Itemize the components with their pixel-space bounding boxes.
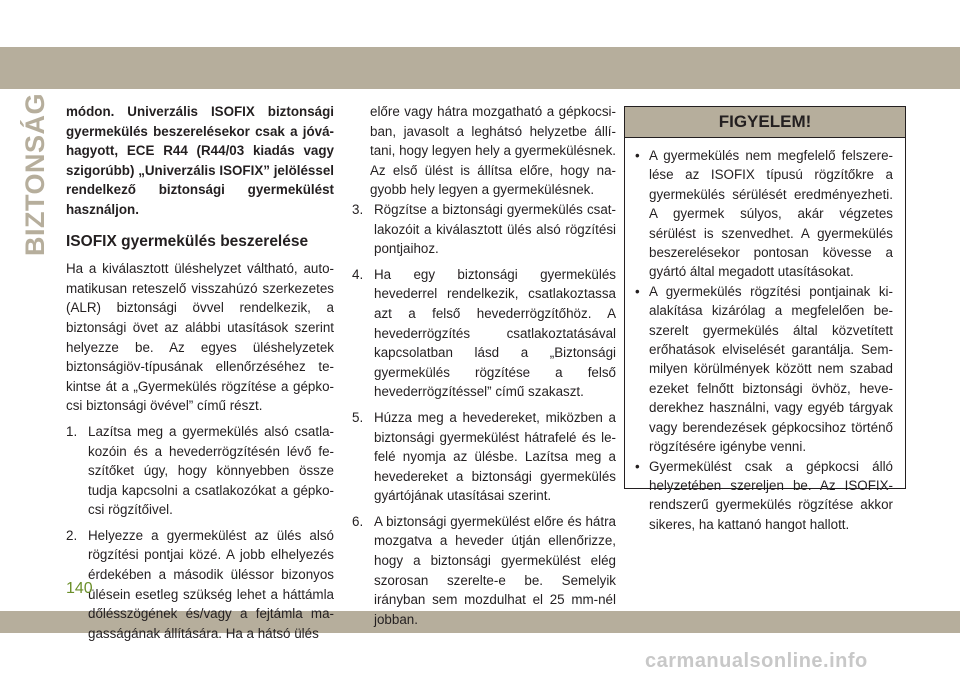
step-number: 3.: [352, 201, 364, 217]
continued-step-text: előre vagy hátra mozgatható a gépkocsiban, javasolt a leghátsó helyzetbe állítani, hogy legyen hely a gyermekülésnek. Az első ülést is állítsa előre, hogy nagyobb hely legyen a gyermekülésnek.: [370, 104, 616, 198]
step-number: 4.: [352, 266, 364, 282]
step-list: [66, 422, 334, 644]
list-item: [352, 512, 616, 630]
section-heading: ISOFIX gyermekülés beszerelése: [66, 232, 309, 250]
step-number: 2.: [66, 527, 78, 543]
warning-box: [624, 106, 906, 532]
bullet-icon: •: [635, 148, 640, 163]
page-number: 140: [66, 580, 93, 597]
watermark: carmanualsonline.info: [645, 650, 868, 672]
list-item: [635, 282, 893, 457]
list-item: [66, 422, 334, 520]
list-item: [352, 265, 616, 402]
list-item: [352, 408, 616, 506]
step-number: 6.: [352, 513, 364, 529]
list-item: [66, 526, 334, 644]
column-middle: [352, 102, 616, 629]
intro-paragraph: módon. Univerzális ISOFIX biztonsági gyermekülés beszerelésekor csak a jóváhagyott, ECE R44 (R44/03 kiadás vagy szigorúbb) „Univerzális ISOFIX” jelöléssel rendelkező biztonsági gyermekülést használjon.: [66, 104, 334, 217]
bullet-icon: •: [635, 283, 640, 299]
column-left: [66, 102, 334, 643]
list-item: [635, 457, 893, 535]
step-text: Helyezze a gyermekülést az ülés alsó rögzítési pontjai közé. A jobb elhelyezés érdekében a második üléssor bizonyos ülésein esetleg szükség lehet a háttámla dőlésszögének és/vagy a fejtámla magasságának állítására. Ha a hátsó ülés: [88, 527, 334, 641]
section-tab-label: BIZTONSÁG: [19, 92, 50, 256]
section-tab: [18, 92, 52, 256]
step-number: 5.: [352, 409, 364, 425]
warning-title: FIGYELEM!: [625, 107, 905, 138]
warning-text: A gyermekülés rögzítési pontjainak kialakítása kizárólag a megfelelően beszerelt gyermekülés által közvetített erőhatások elviselését garantálja. Semmilyen körülmények között nem szabad ezeket felnőtt biztonsági övhöz, hevederekhez használni, vagy egyéb tárgyak vagy berendezések gépkocsihoz történő rögzítésére igénybe venni.: [649, 283, 893, 455]
header-band: [0, 47, 960, 89]
step-text: A biztonsági gyermekülést előre és hátra mozgatva a heveder útján ellenőrizze, hogy a biztonsági gyermekülést elég szorosan szerelte-e be. Semelyik irányban sem mozdulhat el 25 mm-nél jobban.: [374, 513, 616, 627]
step-text: Húzza meg a hevedereket, miközben a biztonsági gyermekülést hátrafelé és lefelé nyomja az ülésbe. Lazítsa meg a hevedereket a biztonsági gyermekülés gyártójának utasításai szerint.: [374, 409, 616, 504]
step-number: 1.: [66, 423, 78, 439]
warning-text: Gyermekülést csak a gépkocsi álló helyzetében szereljen be. Az ISOFIX-rendszerű gyermekülés rögzítése akkor sikeres, ha kattanó hangot hallott.: [649, 458, 893, 532]
step-text: Lazítsa meg a gyermekülés alsó csatlakozóin és a hevederrögzítésén lévő feszítőket úgy, hogy könnyebben össze tudja kapcsolni a csatlakozókat a gépkocsi rögzítőivel.: [88, 423, 334, 518]
list-item: [352, 200, 616, 259]
body-paragraph: Ha a kiválasztott üléshelyzet váltható, automatikusan reteszelő visszahúzó szerkezetes (ALR) biztonsági övvel rendelkezik, a biztonsági övet az alábbi utasítások szerint helyezze be. Az egyes üléshelyzetek biztonságiöv-típusának ellenőrzéséhez tekintse át a „Gyermekülés rögzítése a gépkocsi biztonsági övével” című részt.: [66, 261, 334, 414]
step-text: Rögzítse a biztonsági gyermekülés csatlakozóit a kiválasztott ülés alsó rögzítési pontjaihoz.: [374, 201, 616, 257]
list-item: [635, 146, 893, 282]
warning-text: A gyermekülés nem megfelelő felszerelése az ISOFIX típusú rögzítőkre a gyermekülés sérülését eredményezheti. A gyermek súlyos, akár végzetes sérülést is szenvedhet. A gyermekülés beszerelésekor pontosan kövesse a gyártó által megadott utasításokat.: [649, 148, 893, 280]
bullet-icon: •: [635, 458, 640, 474]
step-text: Ha egy biztonsági gyermekülés hevederrel rendelkezik, csatlakoztassa azt a felső hevederrögzítőhöz. A hevederrögzítés csatlakoztatásával kapcsolatban lásd a „Biztonsági gyermekülés rögzítése a felső hevederrögzítéssel” című szakaszt.: [374, 266, 616, 400]
step-list: [352, 200, 616, 629]
warning-list: [625, 138, 905, 534]
